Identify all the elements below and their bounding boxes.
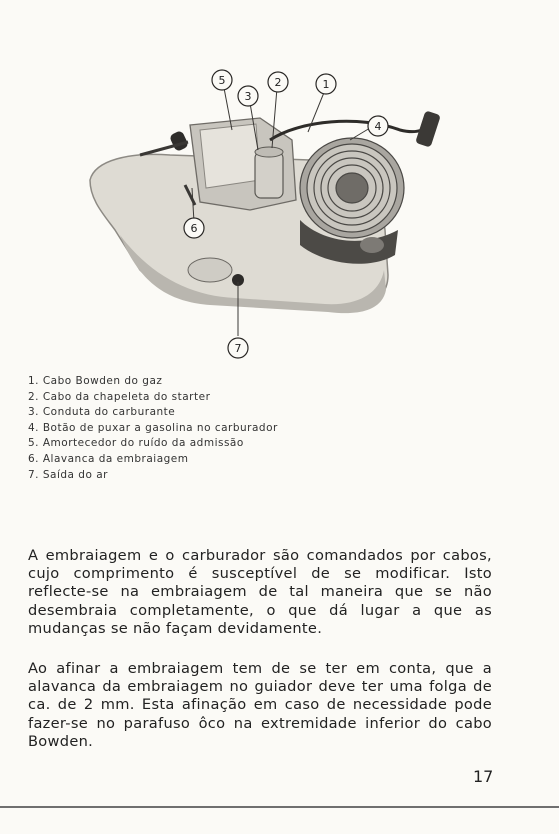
legend-item: 4. Botão de puxar a gasolina no carburador	[28, 421, 278, 434]
engine-drawing	[90, 110, 441, 313]
callout-label-4: 4	[374, 120, 382, 133]
callout-label-2: 2	[274, 76, 282, 89]
legend-item: 3. Conduta do carburante	[28, 406, 176, 419]
page-number: 17	[473, 767, 494, 786]
legend-item: 6. Alavanca da embraiagem	[28, 452, 189, 465]
legend-item: 5. Amortecedor do ruído da admissão	[28, 437, 244, 450]
parts-legend	[28, 374, 328, 483]
callout-label-7: 7	[234, 342, 242, 355]
callout-label-1: 1	[322, 78, 330, 91]
footer-rule	[0, 806, 559, 808]
legend-item: 1. Cabo Bowden do gaz	[28, 375, 163, 387]
body-paragraph-1: A embraiagem e o carburador são comandados por cabos, cujo comprimento é susceptível de se modificar. Isto reflecte-se na embraiagem de tal maneira que se não desembraia completamente, o que dá lugar a que as mudanças se não façam devidamente.	[28, 547, 492, 637]
legend-item: 7. Saída do ar	[28, 468, 108, 481]
legend-item: 2. Cabo da chapeleta do starter	[28, 390, 211, 403]
callout-label-5: 5	[218, 74, 226, 87]
engine-illustration	[60, 60, 460, 370]
callout-label-3: 3	[244, 90, 252, 103]
body-paragraph-2: Ao afinar a embraiagem tem de se ter em conta, que a alavanca da embraiagem no guiador deve ter uma folga de ca. de 2 mm. Esta afinação em caso de necessidade pode fazer-se no parafuso ôco na extremidade inferior do cabo Bowden.	[28, 660, 492, 750]
callout-label-6: 6	[190, 222, 198, 235]
